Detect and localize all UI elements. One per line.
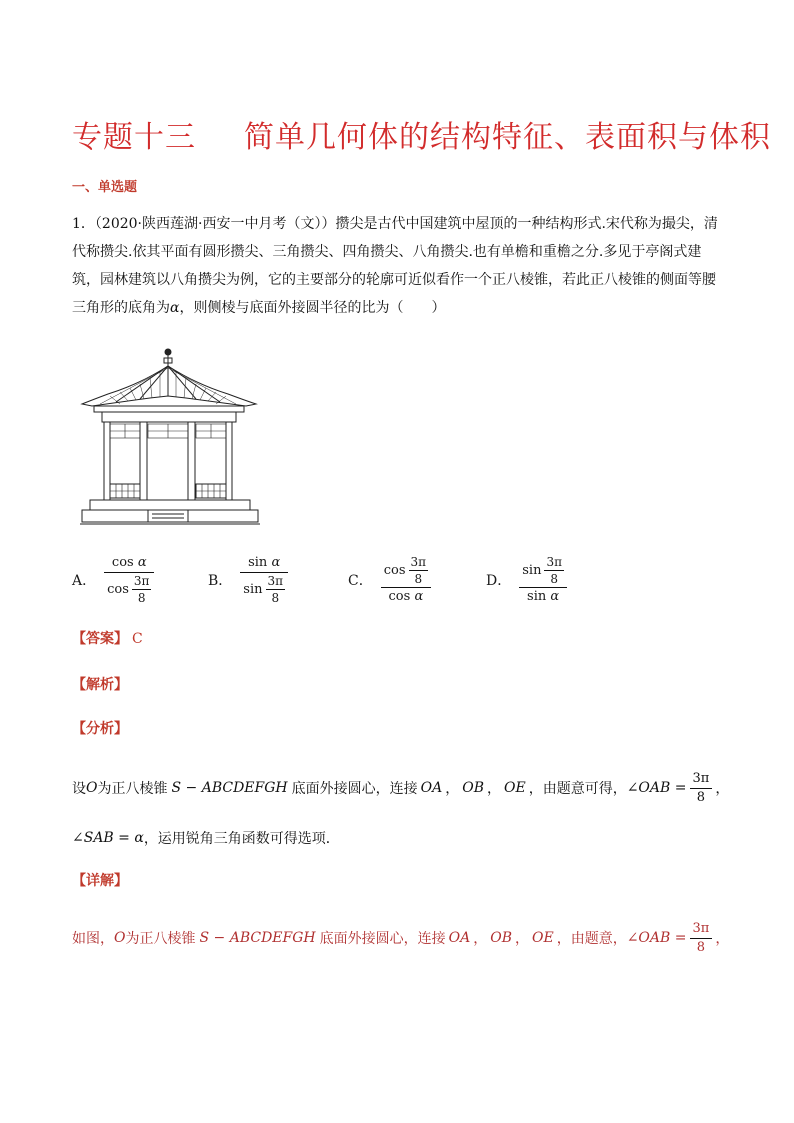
title-part2: 简单几何体的结构特征、表面积与体积 (244, 120, 771, 155)
answer-tag: 【答案】 (72, 631, 128, 647)
option-a-label: A． (72, 573, 97, 589)
option-b-label: B． (208, 573, 233, 589)
answer-options (72, 548, 712, 612)
option-c-label: C． (348, 573, 373, 589)
question-tail: ，则侧棱与底面外接圆半径的比为（ ） (179, 300, 446, 316)
option-d-fraction: sin $\frac{3\pi}{8}$ sin α (519, 555, 567, 605)
option-d-label: D． (486, 573, 512, 589)
question-text (72, 210, 722, 322)
fenxi-tag: 【分析】 (72, 721, 128, 737)
option-d[interactable] (486, 548, 567, 612)
analysis-tag: 【解析】 (72, 677, 128, 693)
fenxi-line-2: ∠SAB = α ，运用锐角三角函数可得选项． (72, 830, 340, 847)
option-b[interactable] (208, 548, 288, 612)
pavilion-illustration (80, 344, 260, 528)
detail-tag: 【详解】 (72, 873, 128, 889)
option-b-fraction: sin α sin $\frac{3\pi}{8}$ (240, 555, 288, 605)
fenxi-line-1: 设 O 为正八棱锥 S − ABCDEFGH 底面外接圆心，连接 OA ， OB ， OE ，由题意可得， ∠OAB = $\frac{3\pi}{8}$ ， (72, 770, 730, 805)
answer-value: C (132, 631, 143, 647)
option-c[interactable] (348, 548, 431, 612)
page-title (72, 112, 771, 156)
title-part1: 专题十三 (72, 120, 196, 155)
option-c-fraction: cos $\frac{3\pi}{8}$ cos α (381, 555, 431, 605)
alpha-symbol: α (170, 300, 180, 316)
answer-line (72, 628, 143, 648)
option-a[interactable] (72, 548, 154, 612)
detail-line-1: 如图， O 为正八棱锥 S − ABCDEFGH 底面外接圆心，连接 OA ， OB ， OE ，由题意， ∠OAB = $\frac{3\pi}{8}$ ， (72, 920, 730, 955)
section-heading: 一、单选题 (72, 180, 138, 195)
question-body: （2020·陕西莲湖·西安一中月考（文））攒尖是古代中国建筑中屋顶的一种结构形式.宋代称为撮尖，清代称攒尖.依其平面有圆形攒尖、三角攒尖、四角攒尖、八角攒尖.也有单檐和重檐之分.多见于亭阁式建筑，园林建筑以八角攒尖为例，它的主要部分的轮廓可近似看作一个正八棱锥，若此正八棱锥的侧面等腰三角形的底角为 (72, 216, 718, 316)
option-a-fraction: cos α cos $\frac{3\pi}{8}$ (104, 555, 154, 605)
question-number: 1． (72, 216, 95, 232)
